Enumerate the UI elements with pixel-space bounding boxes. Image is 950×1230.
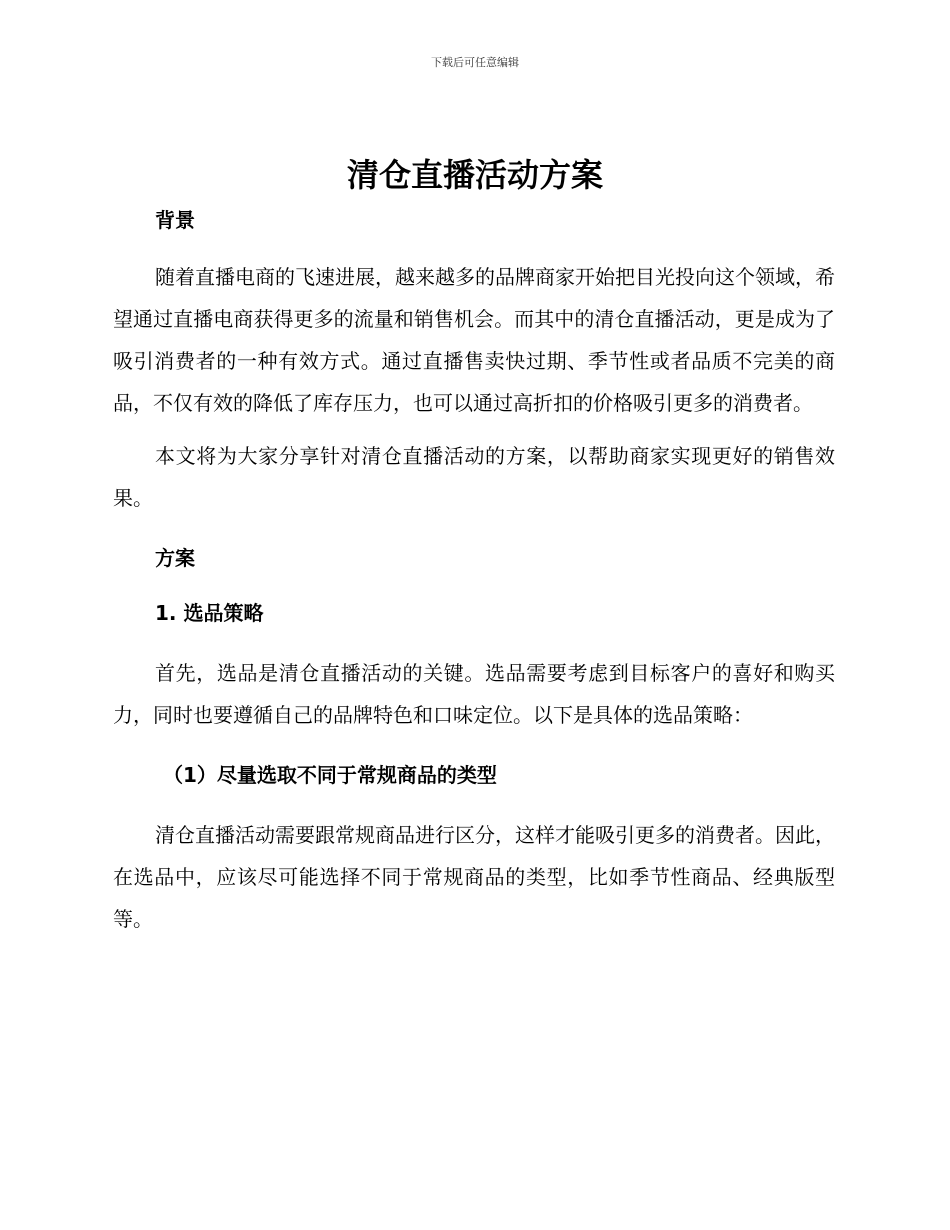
- document-title: 清仓直播活动方案: [346, 156, 603, 194]
- background-paragraph-1: 随着直播电商的飞速进展，越来越多的品牌商家开始把目光投向这个领域，希望通过直播电商获得更多的流量和销售机会。而其中的清仓直播活动，更是成为了吸引消费者的一种有效方式。通过直播售卖快过期、季节性或者品质不完美的商品，不仅有效的降低了库存压力，也可以通过高折扣的价格吸引更多的消费者。: [113, 265, 835, 415]
- page-header-note: 下载后可任意编辑: [431, 56, 519, 69]
- sub1-paragraph-1: 清仓直播活动需要跟常规商品进行区分，这样才能吸引更多的消费者。因此，在选品中，应该尽可能选择不同于常规商品的类型，比如季节性商品、经典版型等。: [113, 823, 835, 931]
- section-heading-background: 背景: [155, 208, 195, 232]
- document-body: [113, 205, 835, 940]
- sub-heading-1: （1）尽量选取不同于常规商品的类型: [163, 763, 497, 787]
- background-paragraph-2: 本文将为大家分享针对清仓直播活动的方案，以帮助商家实现更好的销售效果。: [113, 444, 835, 510]
- strategy-paragraph-1: 首先，选品是清仓直播活动的关键。选品需要考虑到目标客户的喜好和购买力，同时也要遵循自己的品牌特色和口味定位。以下是具体的选品策略：: [113, 661, 835, 727]
- section-heading-plan: 方案: [155, 546, 195, 570]
- section-heading-strategy: 1. 选品策略: [155, 601, 264, 625]
